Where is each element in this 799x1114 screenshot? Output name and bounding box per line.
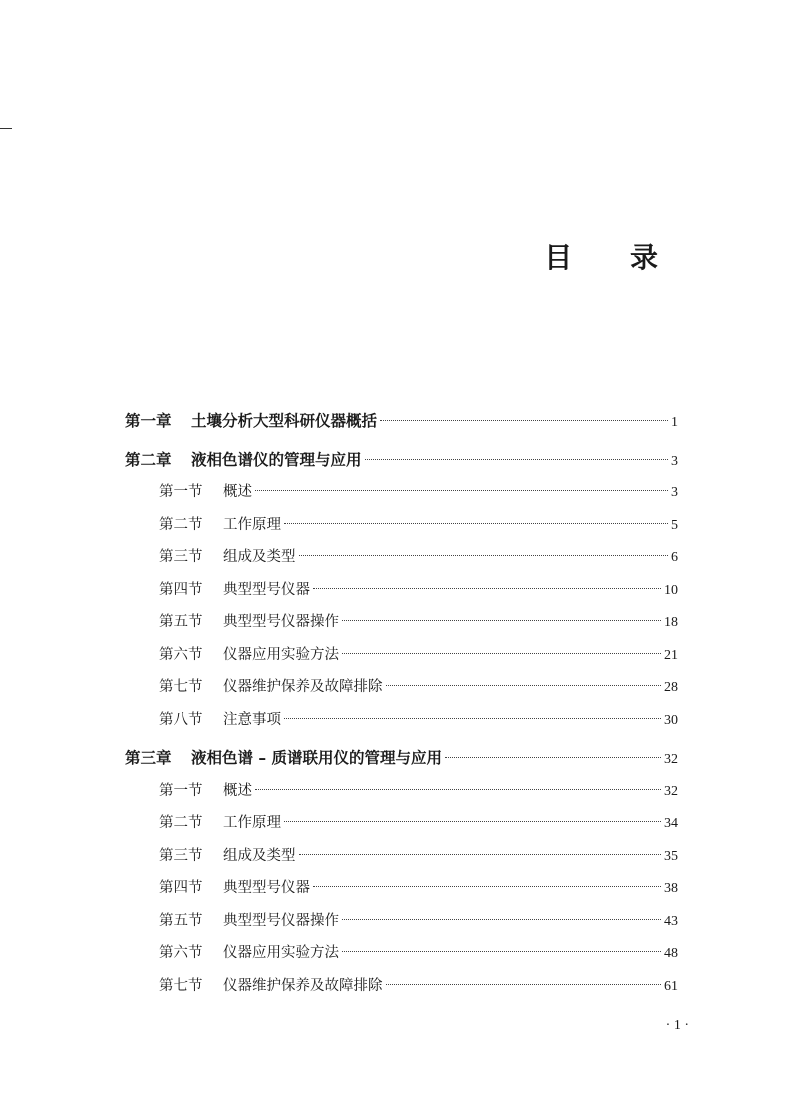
dot-leader: [342, 620, 661, 621]
section-title: 典型型号仪器操作: [223, 912, 339, 929]
section-number: 第七节: [159, 977, 203, 994]
section-page-number: 28: [664, 680, 678, 695]
section-title: 仪器维护保养及故障排除: [223, 977, 383, 994]
chapter-title: 液相色谱仪的管理与应用: [191, 450, 362, 469]
section-title: 典型型号仪器: [223, 880, 310, 896]
toc-section-entry[interactable]: [125, 671, 678, 704]
toc-section-entry[interactable]: [125, 639, 678, 672]
chapter-title: 液相色谱 – 质谱联用仪的管理与应用: [191, 749, 443, 767]
chapter-page-number: 3: [671, 453, 678, 469]
section-page-number: 5: [671, 517, 678, 533]
dot-leader: [386, 685, 662, 686]
section-title: 典型型号仪器操作: [223, 614, 339, 630]
section-page-number: 32: [664, 783, 678, 799]
section-number: 第四节: [159, 880, 203, 896]
section-number: 第二节: [159, 815, 203, 831]
toc-section-entry[interactable]: [125, 476, 678, 509]
dot-leader: [365, 459, 668, 460]
section-title: 工作原理: [223, 516, 281, 533]
section-page-number: 30: [664, 712, 678, 728]
section-number: 第三节: [159, 847, 203, 864]
toc-section-entry[interactable]: [125, 872, 678, 905]
toc-section-entry[interactable]: [125, 840, 678, 873]
section-number: 第四节: [159, 581, 203, 598]
section-number: 第一节: [159, 782, 203, 799]
chapter-page-number: 32: [664, 752, 678, 767]
page-title: 目 录: [544, 241, 682, 274]
dot-leader: [284, 718, 661, 719]
dot-leader: [445, 757, 661, 758]
section-page-number: 18: [664, 615, 678, 630]
section-number: 第三节: [159, 549, 203, 565]
toc-section-entry[interactable]: [125, 970, 678, 1003]
section-number: 第七节: [159, 679, 203, 695]
section-page-number: 38: [664, 881, 678, 896]
dot-leader: [284, 821, 661, 822]
dot-leader: [299, 854, 662, 855]
section-number: 第八节: [159, 711, 203, 728]
section-number: 第五节: [159, 912, 203, 929]
section-number: 第二节: [159, 516, 203, 533]
toc-section-entry[interactable]: [125, 937, 678, 970]
section-title: 工作原理: [223, 815, 281, 831]
section-page-number: 34: [664, 816, 678, 831]
toc-section-entry[interactable]: [125, 704, 678, 737]
toc-section-entry[interactable]: [125, 509, 678, 542]
section-number: 第六节: [159, 945, 203, 961]
section-title: 概述: [223, 782, 252, 799]
dot-leader: [299, 555, 669, 556]
section-page-number: 21: [664, 647, 678, 663]
dot-leader: [342, 653, 661, 654]
section-title: 仪器维护保养及故障排除: [223, 679, 383, 695]
chapter-page-number: 1: [671, 415, 678, 430]
section-number: 第一节: [159, 484, 203, 500]
section-title: 仪器应用实验方法: [223, 646, 339, 663]
section-page-number: 3: [671, 485, 678, 500]
section-page-number: 61: [664, 978, 678, 994]
section-page-number: 43: [664, 913, 678, 929]
chapter-number: 第三章: [125, 749, 172, 767]
chapter-number: 第一章: [125, 412, 172, 430]
toc-section-entry[interactable]: [125, 775, 678, 808]
section-title: 典型型号仪器: [223, 581, 310, 598]
toc-section-entry[interactable]: [125, 606, 678, 639]
toc-chapter-entry[interactable]: [125, 444, 678, 477]
dot-leader: [386, 984, 662, 985]
section-page-number: 35: [664, 848, 678, 864]
section-page-number: 48: [664, 946, 678, 961]
section-title: 仪器应用实验方法: [223, 945, 339, 961]
dot-leader: [255, 490, 668, 491]
dot-leader: [255, 789, 661, 790]
chapter-title: 土壤分析大型科研仪器概括: [191, 412, 378, 430]
toc-section-entry[interactable]: [125, 905, 678, 938]
section-title: 组成及类型: [223, 847, 296, 864]
dot-leader: [342, 951, 661, 952]
section-title: 概述: [223, 484, 252, 500]
section-number: 第五节: [159, 614, 203, 630]
toc-section-entry[interactable]: [125, 807, 678, 840]
table-of-contents: [125, 405, 678, 1002]
section-page-number: 6: [671, 550, 678, 565]
section-number: 第六节: [159, 646, 203, 663]
toc-chapter-entry[interactable]: [125, 405, 678, 438]
toc-section-entry[interactable]: [125, 541, 678, 574]
section-page-number: 10: [664, 582, 678, 598]
toc-chapter-entry[interactable]: [125, 742, 678, 775]
chapter-number: 第二章: [125, 450, 172, 469]
crop-mark: [0, 128, 12, 129]
dot-leader: [313, 588, 661, 589]
page-number: · 1 ·: [665, 1018, 689, 1033]
section-title: 注意事项: [223, 711, 281, 728]
dot-leader: [380, 420, 668, 421]
dot-leader: [284, 523, 668, 524]
toc-section-entry[interactable]: [125, 574, 678, 607]
dot-leader: [342, 919, 661, 920]
dot-leader: [313, 886, 661, 887]
section-title: 组成及类型: [223, 549, 296, 565]
